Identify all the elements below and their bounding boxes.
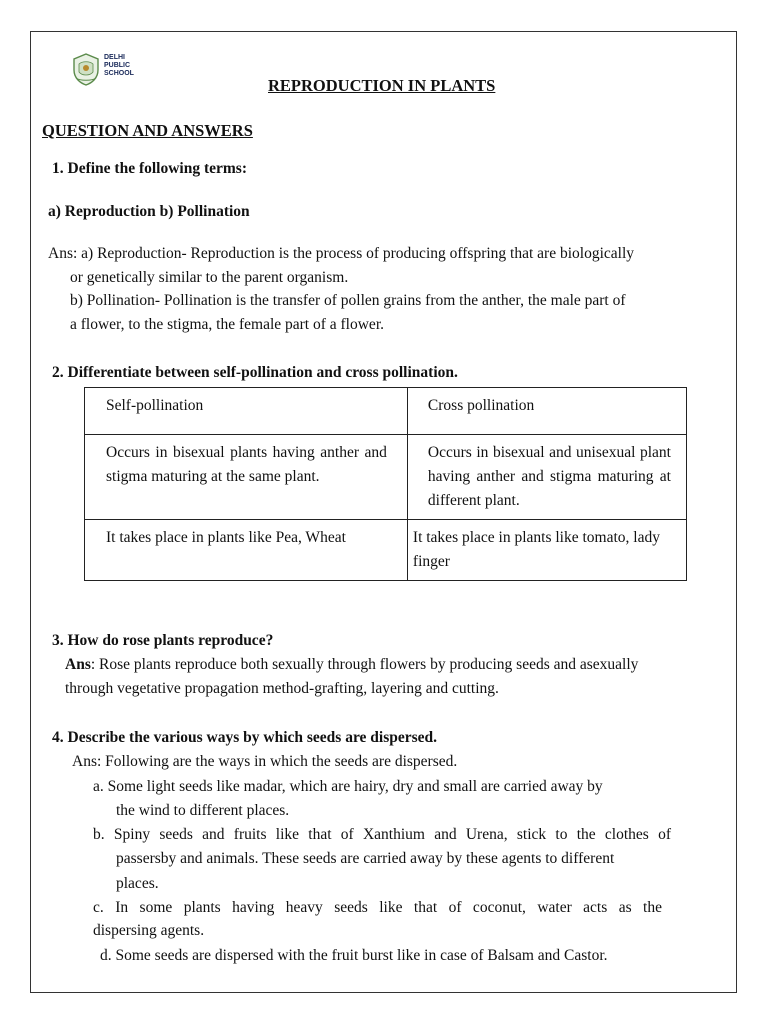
question-4: 4. Describe the various ways by which seeds are dispersed.	[52, 729, 438, 746]
answer-1-line-3: b) Pollination- Pollination is the transfer of pollen grains from the anther, the male part of	[70, 292, 626, 309]
answer-3-line-2: through vegetative propagation method-grafting, layering and cutting.	[65, 680, 499, 697]
table-cell: Occurs in bisexual plants having anther and stigma maturing at the same plant.	[85, 435, 408, 520]
table-cell: It takes place in plants like Pea, Wheat	[85, 520, 408, 581]
answer-4c-line-2: dispersing agents.	[93, 922, 205, 939]
table-cell: It takes place in plants like tomato, lady finger	[407, 520, 686, 581]
comparison-table	[84, 387, 687, 581]
page-title: REPRODUCTION IN PLANTS	[268, 76, 496, 95]
answer-4c-line-1: c. In some plants having heavy seeds like that of coconut, water acts as the	[93, 899, 662, 916]
answer-1-line-1: Ans: a) Reproduction- Reproduction is the process of producing offspring that are biologically	[48, 245, 634, 262]
table-header-cell: Cross pollination	[407, 388, 686, 435]
table-row	[85, 435, 687, 520]
table-row	[85, 520, 687, 581]
table-cell: Occurs in bisexual and unisexual plant having anther and stigma maturing at different plant.	[407, 435, 686, 520]
school-logo	[70, 52, 142, 92]
answer-1-line-4: a flower, to the stigma, the female part of a flower.	[70, 316, 384, 333]
answer-4b-line-3: places.	[116, 875, 159, 892]
answer-4d-line-1: d. Some seeds are dispersed with the fruit burst like in case of Balsam and Castor.	[100, 947, 608, 964]
question-1: 1. Define the following terms:	[52, 160, 247, 177]
logo-wordmark: DELHI PUBLIC SCHOOL	[104, 54, 134, 77]
answer-4a-line-2: the wind to different places.	[116, 802, 290, 819]
question-2: 2. Differentiate between self-pollination and cross pollination.	[52, 364, 458, 381]
answer-4a-line-1: a. Some light seeds like madar, which are hairy, dry and small are carried away by	[93, 778, 603, 795]
school-emblem-icon	[70, 52, 102, 86]
answer-3-text: : Rose plants reproduce both sexually through flowers by producing seeds and asexually	[90, 656, 639, 673]
answer-4-intro: Ans: Following are the ways in which the seeds are dispersed.	[72, 753, 458, 770]
question-3	[52, 632, 273, 650]
answer-4b-line-1: b. Spiny seeds and fruits like that of Xanthium and Urena, stick to the clothes of	[93, 826, 671, 843]
question-3-text: 3. How do rose plants reproduce?	[52, 632, 274, 649]
section-heading: QUESTION AND ANSWERS	[42, 121, 253, 140]
answer-label: Ans	[65, 656, 91, 673]
question-1-subparts: a) Reproduction b) Pollination	[48, 203, 250, 220]
answer-3-line-1	[65, 656, 638, 674]
answer-4b-line-2: passersby and animals. These seeds are carried away by these agents to different	[116, 850, 615, 867]
table-header-cell: Self-pollination	[85, 388, 408, 435]
answer-1-line-2: or genetically similar to the parent organism.	[70, 269, 349, 286]
table-header-row	[85, 388, 687, 435]
